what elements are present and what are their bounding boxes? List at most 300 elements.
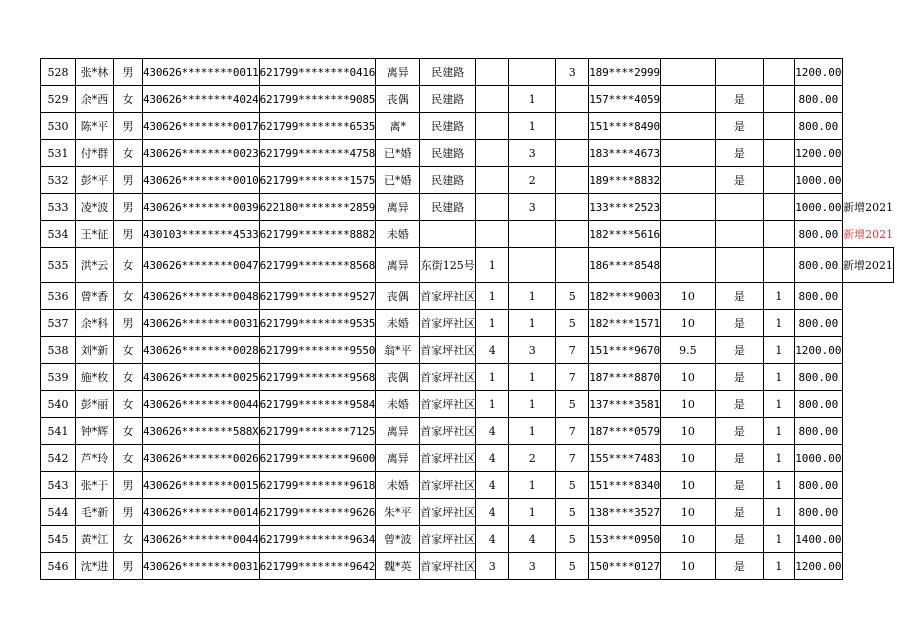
account-number-cell: 621799********6535 — [259, 113, 376, 140]
count-col-4-cell — [660, 194, 715, 221]
marital-status-cell: 离异 — [376, 194, 420, 221]
phone-cell: 151****8340 — [589, 472, 661, 499]
count-col-4-cell — [660, 86, 715, 113]
sex-cell: 男 — [114, 472, 143, 499]
flag-cell: 是 — [715, 140, 763, 167]
row-number: 541 — [41, 418, 76, 445]
amount-cell: 800.00 — [794, 283, 842, 310]
name-cell: 张*林 — [76, 59, 114, 86]
account-number-cell: 621799********9600 — [259, 445, 376, 472]
count-col-4-cell: 9.5 — [660, 337, 715, 364]
count-col-4-cell: 10 — [660, 445, 715, 472]
count-col-6-cell — [763, 113, 794, 140]
phone-cell: 151****9670 — [589, 337, 661, 364]
count-col-6-cell — [763, 248, 794, 283]
phone-cell: 187****0579 — [589, 418, 661, 445]
count-col-1-cell — [476, 113, 509, 140]
id-number-cell: 430626********0011 — [143, 59, 260, 86]
amount-cell: 800.00 — [794, 221, 842, 248]
id-number-cell: 430626********0039 — [143, 194, 260, 221]
id-number-cell: 430626********0047 — [143, 248, 260, 283]
count-col-3-cell: 5 — [556, 391, 589, 418]
account-number-cell: 621799********9584 — [259, 391, 376, 418]
marital-status-cell: 魏*英 — [376, 553, 420, 580]
id-number-cell: 430626********0017 — [143, 113, 260, 140]
amount-cell: 800.00 — [794, 364, 842, 391]
phone-cell: 150****0127 — [589, 553, 661, 580]
address-cell: 首家坪社区 — [420, 472, 476, 499]
count-col-4-cell — [660, 167, 715, 194]
count-col-1-cell: 1 — [476, 248, 509, 283]
count-col-1-cell: 1 — [476, 283, 509, 310]
account-number-cell: 621799********9527 — [259, 283, 376, 310]
row-number: 546 — [41, 553, 76, 580]
note-cell: 新增2021 — [842, 248, 893, 283]
table-row — [41, 472, 894, 499]
count-col-3-cell — [556, 248, 589, 283]
flag-cell: 是 — [715, 86, 763, 113]
marital-status-cell: 已*婚 — [376, 140, 420, 167]
name-cell: 刘*新 — [76, 337, 114, 364]
flag-cell: 是 — [715, 418, 763, 445]
count-col-4-cell: 10 — [660, 472, 715, 499]
amount-cell: 800.00 — [794, 391, 842, 418]
account-number-cell: 621799********9085 — [259, 86, 376, 113]
records-table — [40, 58, 894, 580]
row-number: 528 — [41, 59, 76, 86]
sex-cell: 女 — [114, 364, 143, 391]
table-row — [41, 194, 894, 221]
note-cell: 新增2021 — [843, 227, 894, 241]
count-col-1-cell: 3 — [476, 553, 509, 580]
flag-cell — [715, 59, 763, 86]
address-cell: 民建路 — [420, 140, 476, 167]
amount-cell: 1400.00 — [794, 526, 842, 553]
name-cell: 余*科 — [76, 310, 114, 337]
count-col-3-cell — [556, 194, 589, 221]
flag-cell: 是 — [715, 445, 763, 472]
count-col-2-cell: 4 — [509, 526, 556, 553]
sex-cell: 女 — [114, 391, 143, 418]
count-col-1-cell: 1 — [476, 391, 509, 418]
count-col-6-cell — [763, 140, 794, 167]
name-cell: 洪*云 — [76, 248, 114, 283]
count-col-3-cell: 5 — [556, 472, 589, 499]
note-cell: 新增2021 — [843, 201, 894, 214]
account-number-cell: 621799********0416 — [259, 59, 376, 86]
count-col-6-cell — [763, 167, 794, 194]
phone-cell: 183****4673 — [589, 140, 661, 167]
address-cell: 民建路 — [420, 59, 476, 86]
sex-cell: 男 — [114, 59, 143, 86]
table-row — [41, 86, 894, 113]
sex-cell: 男 — [114, 167, 143, 194]
count-col-2-cell: 2 — [509, 167, 556, 194]
address-cell: 首家坪社区 — [420, 364, 476, 391]
marital-status-cell: 朱*平 — [376, 499, 420, 526]
marital-status-cell: 未婚 — [376, 310, 420, 337]
address-cell: 首家坪社区 — [420, 310, 476, 337]
account-number-cell: 621799********4758 — [259, 140, 376, 167]
note-cell — [842, 310, 893, 337]
count-col-3-cell — [556, 86, 589, 113]
address-cell: 首家坪社区 — [420, 337, 476, 364]
account-number-cell: 621799********8882 — [259, 221, 376, 248]
marital-status-cell: 丧偶 — [376, 86, 420, 113]
count-col-2-cell: 1 — [509, 283, 556, 310]
flag-cell: 是 — [715, 499, 763, 526]
count-col-6-cell — [763, 221, 794, 248]
marital-status-cell: 翁*平 — [376, 337, 420, 364]
amount-cell: 1000.00 — [794, 445, 842, 472]
id-number-cell: 430626********0044 — [143, 391, 260, 418]
count-col-1-cell — [476, 140, 509, 167]
id-number-cell: 430626********0031 — [143, 310, 260, 337]
flag-cell — [715, 248, 763, 283]
marital-status-cell: 丧偶 — [376, 364, 420, 391]
id-number-cell: 430626********0044 — [143, 526, 260, 553]
id-number-cell: 430626********4024 — [143, 86, 260, 113]
id-number-cell: 430626********0048 — [143, 283, 260, 310]
count-col-2-cell: 1 — [509, 113, 556, 140]
count-col-4-cell: 10 — [660, 418, 715, 445]
note-cell — [842, 167, 893, 194]
note-cell — [842, 391, 893, 418]
phone-cell: 155****7483 — [589, 445, 661, 472]
phone-cell: 187****8870 — [589, 364, 661, 391]
marital-status-cell: 丧偶 — [376, 283, 420, 310]
table-row — [41, 140, 894, 167]
address-cell — [420, 221, 476, 248]
count-col-3-cell: 5 — [556, 553, 589, 580]
table-row — [41, 283, 894, 310]
count-col-4-cell — [660, 248, 715, 283]
address-cell: 民建路 — [420, 86, 476, 113]
name-cell: 芦*玲 — [76, 445, 114, 472]
address-cell: 首家坪社区 — [420, 553, 476, 580]
row-number: 531 — [41, 140, 76, 167]
count-col-1-cell: 4 — [476, 418, 509, 445]
sex-cell: 男 — [114, 553, 143, 580]
count-col-2-cell: 3 — [509, 553, 556, 580]
address-cell: 首家坪社区 — [420, 391, 476, 418]
account-number-cell: 621799********9642 — [259, 553, 376, 580]
note-cell — [842, 283, 893, 310]
count-col-1-cell: 4 — [476, 499, 509, 526]
account-number-cell: 621799********7125 — [259, 418, 376, 445]
phone-cell: 151****8490 — [589, 113, 661, 140]
row-number: 542 — [41, 445, 76, 472]
account-number-cell: 621799********8568 — [259, 248, 376, 283]
count-col-3-cell: 7 — [556, 337, 589, 364]
account-number-cell: 621799********1575 — [259, 167, 376, 194]
count-col-2-cell: 1 — [509, 310, 556, 337]
address-cell: 首家坪社区 — [420, 445, 476, 472]
count-col-6-cell: 1 — [763, 337, 794, 364]
note-cell — [842, 553, 893, 580]
sex-cell: 男 — [114, 194, 143, 221]
table-row — [41, 445, 894, 472]
name-cell: 张*于 — [76, 472, 114, 499]
count-col-6-cell: 1 — [763, 364, 794, 391]
count-col-2-cell: 3 — [509, 194, 556, 221]
count-col-1-cell — [476, 221, 509, 248]
id-number-cell: 430103********4533 — [143, 221, 260, 248]
id-number-cell: 430626********0031 — [143, 553, 260, 580]
phone-cell: 182****9003 — [589, 283, 661, 310]
count-col-6-cell: 1 — [763, 553, 794, 580]
name-cell: 彭*平 — [76, 167, 114, 194]
phone-cell: 137****3581 — [589, 391, 661, 418]
count-col-2-cell — [509, 248, 556, 283]
count-col-2-cell: 1 — [509, 364, 556, 391]
row-number: 533 — [41, 194, 76, 221]
sex-cell: 女 — [114, 283, 143, 310]
row-number: 529 — [41, 86, 76, 113]
note-cell — [842, 445, 893, 472]
count-col-6-cell: 1 — [763, 283, 794, 310]
phone-cell: 189****2999 — [589, 59, 661, 86]
count-col-6-cell: 1 — [763, 472, 794, 499]
id-number-cell: 430626********0015 — [143, 472, 260, 499]
count-col-2-cell: 1 — [509, 472, 556, 499]
count-col-2-cell: 1 — [509, 418, 556, 445]
name-cell: 曾*香 — [76, 283, 114, 310]
address-cell: 民建路 — [420, 167, 476, 194]
flag-cell: 是 — [715, 167, 763, 194]
amount-cell: 800.00 — [794, 418, 842, 445]
count-col-6-cell — [763, 59, 794, 86]
count-col-1-cell: 1 — [476, 364, 509, 391]
marital-status-cell: 未婚 — [376, 391, 420, 418]
count-col-1-cell — [476, 59, 509, 86]
row-number: 544 — [41, 499, 76, 526]
count-col-3-cell — [556, 167, 589, 194]
sex-cell: 男 — [114, 221, 143, 248]
sex-cell: 男 — [114, 499, 143, 526]
count-col-1-cell: 4 — [476, 472, 509, 499]
note-cell — [842, 113, 893, 140]
count-col-2-cell: 3 — [509, 140, 556, 167]
amount-cell: 1000.00 — [794, 167, 842, 194]
table-row — [41, 553, 894, 580]
row-number: 530 — [41, 113, 76, 140]
count-col-6-cell — [763, 194, 794, 221]
count-col-6-cell: 1 — [763, 526, 794, 553]
account-number-cell: 621799********9550 — [259, 337, 376, 364]
count-col-2-cell: 2 — [509, 445, 556, 472]
name-cell: 施*枚 — [76, 364, 114, 391]
count-col-4-cell: 10 — [660, 499, 715, 526]
count-col-6-cell: 1 — [763, 391, 794, 418]
sex-cell: 男 — [114, 310, 143, 337]
count-col-4-cell: 10 — [660, 364, 715, 391]
sex-cell: 女 — [114, 526, 143, 553]
phone-cell: 153****0950 — [589, 526, 661, 553]
name-cell: 付*群 — [76, 140, 114, 167]
count-col-3-cell: 5 — [556, 310, 589, 337]
count-col-1-cell — [476, 167, 509, 194]
account-number-cell: 621799********9568 — [259, 364, 376, 391]
table-body — [41, 59, 894, 580]
id-number-cell: 430626********0014 — [143, 499, 260, 526]
address-cell: 首家坪社区 — [420, 526, 476, 553]
sex-cell: 女 — [114, 248, 143, 283]
count-col-3-cell: 5 — [556, 499, 589, 526]
count-col-2-cell — [509, 221, 556, 248]
note-cell — [842, 418, 893, 445]
marital-status-cell: 离* — [376, 113, 420, 140]
flag-cell: 是 — [715, 337, 763, 364]
count-col-1-cell: 4 — [476, 445, 509, 472]
sex-cell: 女 — [114, 418, 143, 445]
row-number: 538 — [41, 337, 76, 364]
count-col-4-cell: 10 — [660, 283, 715, 310]
name-cell: 毛*新 — [76, 499, 114, 526]
amount-cell: 800.00 — [794, 113, 842, 140]
count-col-6-cell: 1 — [763, 310, 794, 337]
count-col-2-cell: 1 — [509, 391, 556, 418]
count-col-6-cell: 1 — [763, 418, 794, 445]
flag-cell: 是 — [715, 553, 763, 580]
note-cell — [842, 337, 893, 364]
amount-cell: 800.00 — [794, 86, 842, 113]
amount-cell: 1200.00 — [794, 59, 842, 86]
marital-status-cell: 离异 — [376, 248, 420, 283]
count-col-1-cell: 4 — [476, 526, 509, 553]
count-col-3-cell — [556, 221, 589, 248]
id-number-cell: 430626********0025 — [143, 364, 260, 391]
phone-cell: 182****5616 — [589, 221, 661, 248]
sex-cell: 女 — [114, 140, 143, 167]
note-cell — [842, 59, 893, 86]
note-cell — [842, 86, 893, 113]
note-cell — [842, 364, 893, 391]
count-col-3-cell: 7 — [556, 418, 589, 445]
count-col-3-cell: 7 — [556, 364, 589, 391]
count-col-2-cell — [509, 59, 556, 86]
table-row — [41, 499, 894, 526]
table-row — [41, 59, 894, 86]
flag-cell: 是 — [715, 364, 763, 391]
count-col-4-cell — [660, 221, 715, 248]
flag-cell — [715, 194, 763, 221]
marital-status-cell: 离异 — [376, 418, 420, 445]
phone-cell: 186****8548 — [589, 248, 661, 283]
table-row — [41, 248, 894, 283]
note-cell — [842, 526, 893, 553]
count-col-2-cell: 3 — [509, 337, 556, 364]
count-col-6-cell: 1 — [763, 445, 794, 472]
row-number: 540 — [41, 391, 76, 418]
amount-cell: 800.00 — [794, 499, 842, 526]
amount-cell: 800.00 — [794, 248, 842, 283]
count-col-1-cell — [476, 86, 509, 113]
flag-cell: 是 — [715, 310, 763, 337]
table-row — [41, 418, 894, 445]
table-row — [41, 113, 894, 140]
phone-cell: 182****1571 — [589, 310, 661, 337]
account-number-cell: 622180********2859 — [259, 194, 376, 221]
sex-cell: 女 — [114, 337, 143, 364]
address-cell: 首家坪社区 — [420, 499, 476, 526]
table-row — [41, 310, 894, 337]
count-col-1-cell: 1 — [476, 310, 509, 337]
account-number-cell: 621799********9626 — [259, 499, 376, 526]
row-number: 532 — [41, 167, 76, 194]
count-col-3-cell: 5 — [556, 283, 589, 310]
count-col-4-cell — [660, 113, 715, 140]
id-number-cell: 430626********0023 — [143, 140, 260, 167]
phone-cell: 189****8832 — [589, 167, 661, 194]
marital-status-cell: 离异 — [376, 445, 420, 472]
id-number-cell: 430626********588X — [143, 418, 260, 445]
count-col-4-cell — [660, 59, 715, 86]
marital-status-cell: 未婚 — [376, 472, 420, 499]
count-col-3-cell: 3 — [556, 59, 589, 86]
id-number-cell: 430626********0028 — [143, 337, 260, 364]
count-col-1-cell — [476, 194, 509, 221]
table-row — [41, 526, 894, 553]
account-number-cell: 621799********9535 — [259, 310, 376, 337]
count-col-4-cell: 10 — [660, 391, 715, 418]
note-cell — [842, 499, 893, 526]
account-number-cell: 621799********9634 — [259, 526, 376, 553]
count-col-4-cell: 10 — [660, 526, 715, 553]
amount-cell: 800.00 — [794, 472, 842, 499]
count-col-3-cell — [556, 140, 589, 167]
phone-cell: 133****2523 — [589, 194, 661, 221]
sex-cell: 男 — [114, 113, 143, 140]
address-cell: 首家坪社区 — [420, 418, 476, 445]
account-number-cell: 621799********9618 — [259, 472, 376, 499]
address-cell: 东街125号 — [420, 248, 476, 283]
table-row — [41, 221, 894, 248]
flag-cell: 是 — [715, 391, 763, 418]
count-col-2-cell: 1 — [509, 86, 556, 113]
name-cell: 黄*江 — [76, 526, 114, 553]
table-row — [41, 364, 894, 391]
amount-cell: 1000.00 — [794, 194, 842, 221]
name-cell: 凌*波 — [76, 194, 114, 221]
table-row — [41, 167, 894, 194]
address-cell: 民建路 — [420, 113, 476, 140]
name-cell: 余*西 — [76, 86, 114, 113]
count-col-2-cell: 1 — [509, 499, 556, 526]
count-col-1-cell: 4 — [476, 337, 509, 364]
table-row — [41, 391, 894, 418]
sex-cell: 女 — [114, 86, 143, 113]
count-col-4-cell: 10 — [660, 553, 715, 580]
flag-cell: 是 — [715, 283, 763, 310]
flag-cell: 是 — [715, 113, 763, 140]
marital-status-cell: 未婚 — [376, 221, 420, 248]
marital-status-cell: 曾*波 — [376, 526, 420, 553]
name-cell: 彭*丽 — [76, 391, 114, 418]
count-col-4-cell — [660, 140, 715, 167]
count-col-6-cell — [763, 86, 794, 113]
note-cell — [842, 472, 893, 499]
id-number-cell: 430626********0026 — [143, 445, 260, 472]
count-col-3-cell — [556, 113, 589, 140]
marital-status-cell: 已*婚 — [376, 167, 420, 194]
note-cell — [842, 140, 893, 167]
row-number: 537 — [41, 310, 76, 337]
address-cell: 首家坪社区 — [420, 283, 476, 310]
table-row — [41, 337, 894, 364]
phone-cell: 138****3527 — [589, 499, 661, 526]
sex-cell: 女 — [114, 445, 143, 472]
